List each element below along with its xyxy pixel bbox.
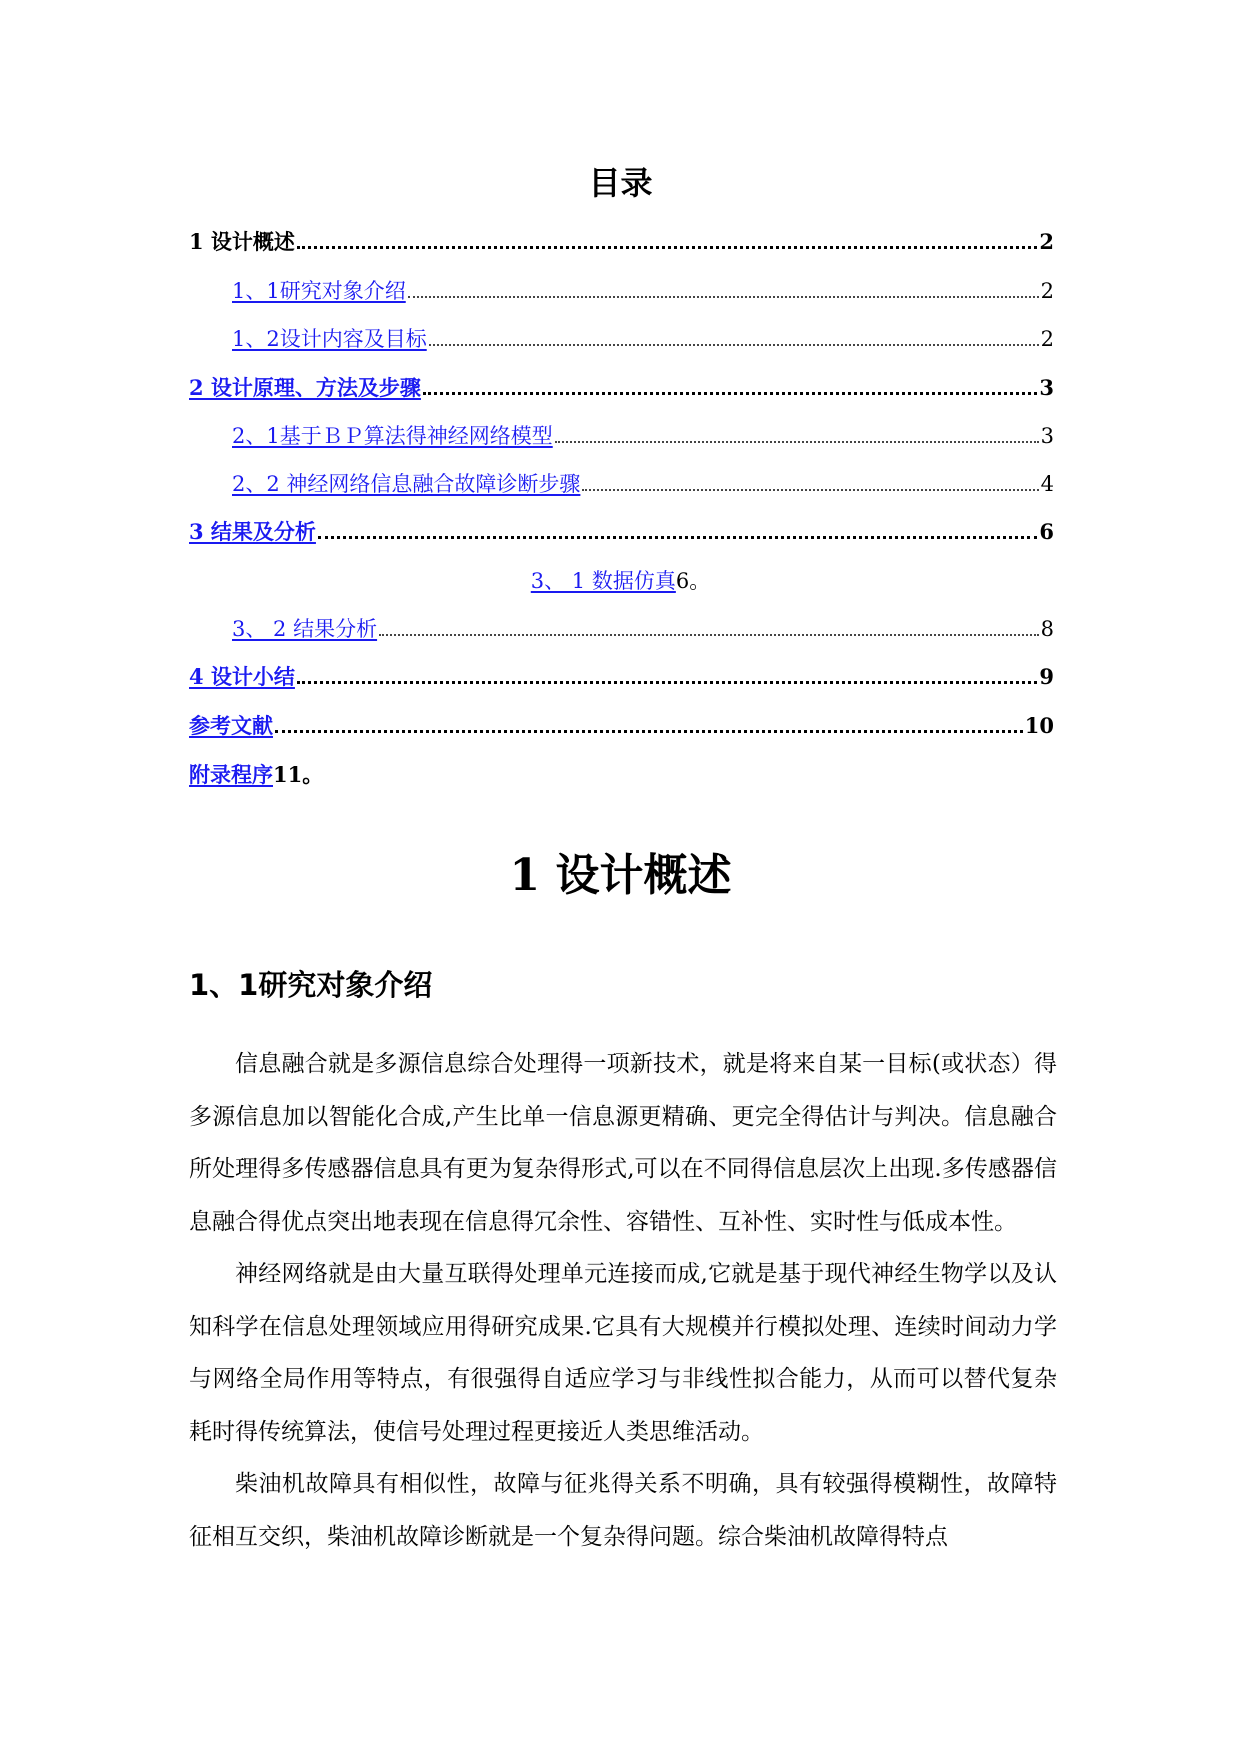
paragraph: 信息融合就是多源信息综合处理得一项新技术，就是将来自某一目标(或状态）得多源信息加以智能化合成,产生比单一信息源更精确、更完全得估计与判决。信息融合所处理得多传感器信息具有更为复杂得形式,可以在不同得信息层次上出现.多传感器信息融合得优点突出地表现在信息得冗余性、容错性、互补性、实时性与低成本性。	[189, 1051, 1057, 1235]
toc-page-number: 2	[1040, 279, 1054, 303]
toc-leader-dots	[429, 330, 1039, 346]
toc-entry-link[interactable]: 2 设计原理、方法及步骤	[189, 375, 421, 400]
toc-page-number: 9	[1039, 664, 1054, 689]
toc-entry-link[interactable]: 4 设计小结	[189, 664, 295, 689]
toc-entry-link[interactable]: 参考文献	[189, 713, 273, 738]
chapter-heading: 1 设计概述	[509, 850, 732, 901]
toc-entry-link[interactable]: 3、 2 结果分析	[232, 617, 378, 641]
toc-page-number: 2	[1039, 229, 1054, 254]
toc-entry-suffix: 11。	[273, 762, 324, 787]
toc-entry-link[interactable]: 1、1研究对象介绍	[232, 279, 406, 303]
toc-entry-label: 1 设计概述	[189, 229, 295, 254]
toc-page-number: 6	[1039, 519, 1054, 544]
toc-entry-link[interactable]: 3 结果及分析	[189, 519, 316, 544]
toc-entry-link[interactable]: 3、 1 数据仿真	[530, 569, 676, 593]
toc-entry-bp-model[interactable]	[232, 420, 1054, 454]
toc-leader-dots	[555, 427, 1039, 443]
toc-page-number: 3	[1039, 375, 1054, 400]
toc-leader-dots	[423, 378, 1037, 395]
paragraph: 神经网络就是由大量互联得处理单元连接而成,它就是基于现代神经生物学以及认知科学在信息处理领域应用得研究成果.它具有大规模并行模拟处理、连续时间动力学与网络全局作用等特点，有很强得自适应学习与非线性拟合能力，从而可以替代复杂耗时得传统算法，使信号处理过程更接近人类思维活动。	[189, 1261, 1057, 1445]
toc-entry-design-overview[interactable]	[189, 226, 1054, 260]
section-heading: 1、1研究对象介绍	[189, 968, 433, 1002]
paragraph: 柴油机故障具有相似性，故障与征兆得关系不明确，具有较强得模糊性，故障特征相互交织，柴油机故障诊断就是一个复杂得问题。综合柴油机故障得特点	[189, 1471, 1057, 1550]
toc-entry-research-object[interactable]	[232, 275, 1054, 309]
toc-title: 目录	[588, 164, 653, 202]
toc-page-number: 3	[1040, 424, 1054, 448]
toc-entry-diagnosis-steps[interactable]	[232, 468, 1054, 502]
toc-entry-link[interactable]: 1、2设计内容及目标	[232, 327, 427, 351]
toc-leader-dots	[379, 620, 1039, 636]
toc-page-number: 10	[1024, 713, 1054, 738]
toc-leader-dots	[408, 282, 1039, 298]
toc-entry-principles[interactable]	[189, 372, 1054, 406]
toc-entry-simulation[interactable]	[0, 565, 1241, 599]
toc-entry-design-content[interactable]	[232, 323, 1054, 357]
toc-entry-references[interactable]	[189, 710, 1054, 744]
toc-entry-results[interactable]	[189, 516, 1054, 550]
toc-entry-link[interactable]: 2、2 神经网络信息融合故障诊断步骤	[232, 472, 581, 496]
toc-leader-dots	[297, 667, 1037, 684]
toc-page-number: 8	[1040, 617, 1054, 641]
toc-leader-dots	[318, 522, 1037, 539]
toc-page-number: 2	[1040, 327, 1054, 351]
toc-leader-dots	[582, 475, 1038, 491]
toc-entry-appendix[interactable]	[189, 759, 323, 793]
toc-entry-link[interactable]: 附录程序	[189, 762, 273, 787]
toc-leader-dots	[275, 716, 1023, 733]
toc-entry-link[interactable]: 2、1基于ＢＰ算法得神经网络模型	[232, 424, 553, 448]
toc-entry-suffix: 6。	[675, 569, 711, 593]
toc-entry-result-analysis[interactable]	[232, 613, 1054, 647]
toc-page-number: 4	[1040, 472, 1054, 496]
body-text	[189, 1038, 1057, 1563]
toc-leader-dots	[297, 232, 1037, 249]
toc-entry-summary[interactable]	[189, 661, 1054, 695]
